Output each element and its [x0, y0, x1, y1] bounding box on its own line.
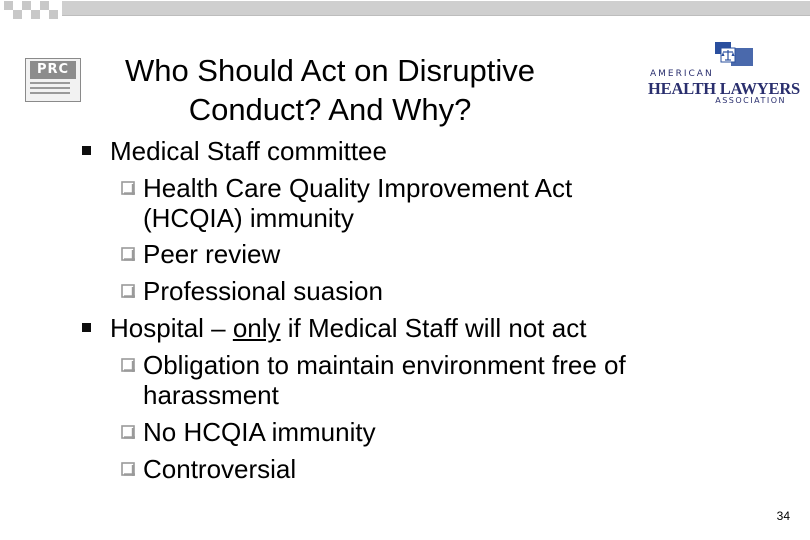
bullet-item-2-text-underlined: only: [232, 313, 281, 343]
sub-bullet-1-1-text: Health Care Quality Improvement Act: [143, 173, 573, 203]
checkbox-bullet-icon: [121, 462, 135, 476]
sub-bullet-2-1-continuation: harassment: [143, 380, 279, 410]
sub-bullet-1-3-text: Professional suasion: [143, 276, 383, 306]
bullet-item-2: [110, 312, 586, 344]
page-number: 34: [776, 509, 790, 523]
bullet-item-2-text-after: if Medical Staff will not act: [280, 313, 587, 343]
sub-bullet-2-2-text: No HCQIA immunity: [143, 417, 376, 447]
checkbox-bullet-icon: [121, 425, 135, 439]
checkbox-bullet-icon: [121, 247, 135, 261]
sub-bullet-1-2-text: Peer review: [143, 239, 281, 269]
bullet-item-2-text-before: Hospital –: [110, 313, 233, 343]
sub-bullet-2-3-text: Controversial: [143, 454, 297, 484]
sub-bullet-1-1-continuation: (HCQIA) immunity: [143, 203, 354, 233]
square-bullet-icon: [82, 323, 91, 332]
sub-bullet-2-1-text: Obligation to maintain environment free of: [143, 350, 626, 380]
prc-logo-text: PRC: [30, 61, 76, 79]
checkbox-bullet-icon: [121, 358, 135, 372]
checkbox-bullet-icon: [121, 181, 135, 195]
square-bullet-icon: [82, 146, 91, 155]
title-line-2: Conduct? And Why?: [188, 92, 472, 127]
bullet-item-1-text: Medical Staff committee: [110, 136, 387, 166]
ahla-main-text: HEALTH LAWYERS: [648, 79, 801, 98]
ahla-association-text: ASSOCIATION: [715, 96, 786, 105]
bullet-item-1: [110, 135, 387, 167]
ahla-american-text: AMERICAN: [650, 69, 714, 79]
title-line-1: Who Should Act on Disruptive: [124, 53, 536, 88]
checkbox-bullet-icon: [121, 284, 135, 298]
